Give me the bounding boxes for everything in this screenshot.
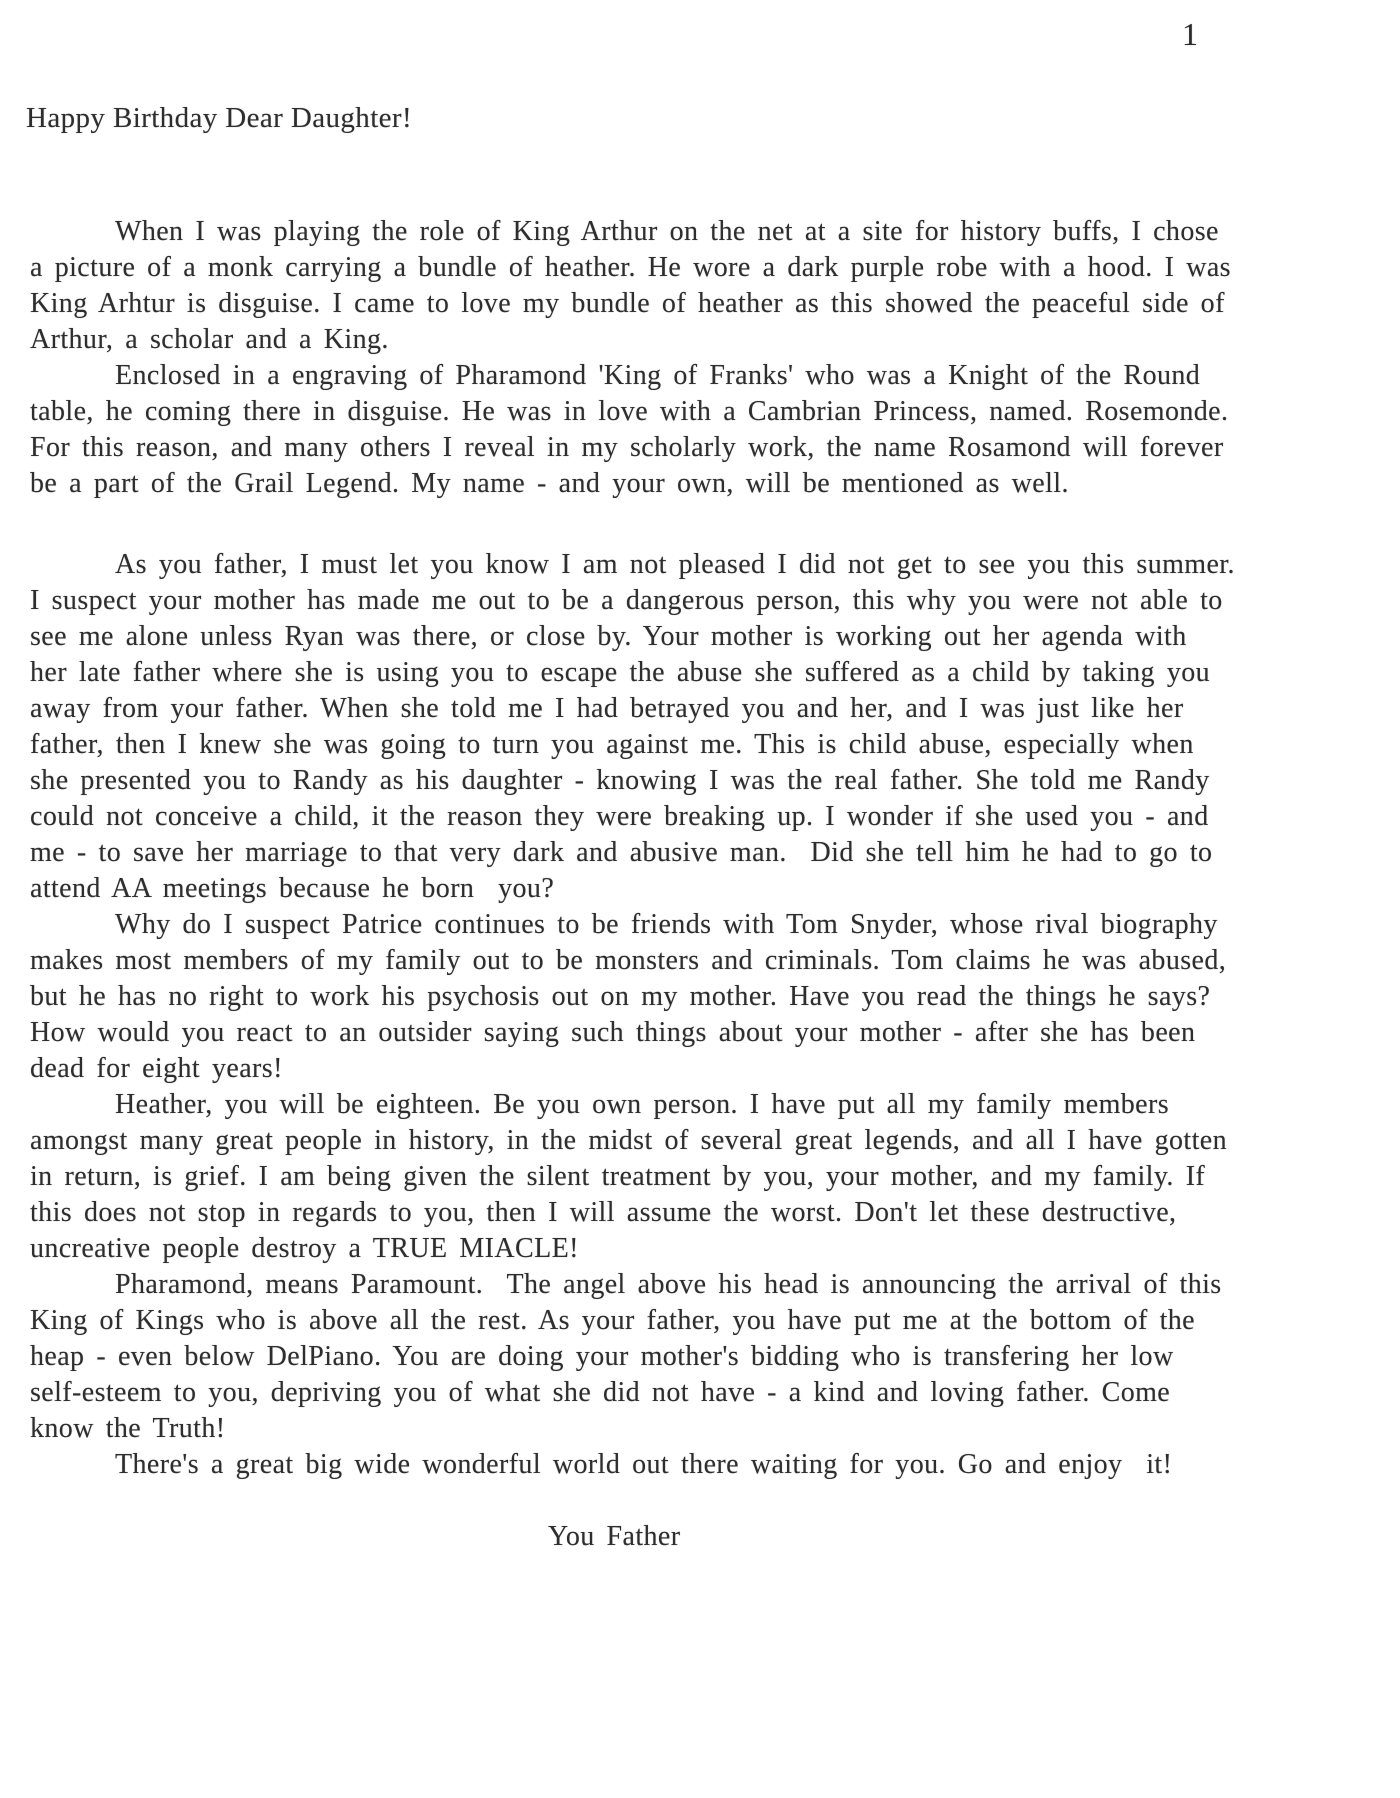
letter-paragraph-4: Why do I suspect Patrice continues to be friends with Tom Snyder, whose rival biography makes most members of my family out to be monsters and criminals. Tom claims he was abused, but he has no right to work his psychosis out on my mother. Have you read the things he says? How would you react to an outsider saying such things about your mother - after she has been dead for eight years! — [30, 909, 1239, 1084]
signature: You Father — [548, 1521, 681, 1552]
page-number: 1 — [1182, 16, 1198, 52]
letter-title: Happy Birthday Dear Daughter! — [26, 102, 413, 134]
letter-body — [30, 214, 1247, 1483]
letter-paragraph-2: Enclosed in a engraving of Pharamond 'King of Franks' who was a Knight of the Round table, he coming there in disguise. He was in love with a Cambrian Princess, named. Rosemonde. For this reason, and many others I reveal in my scholarly work, the name Rosamond will forever be a part of the Grail Legend. My name - and your own, will be mentioned as well. — [30, 360, 1241, 499]
letter-paragraph-6: Pharamond, means Paramount. The angel above his head is announcing the arrival of this King of Kings who is above all the rest. As your father, you have put me at the bottom of the heap - even below DelPiano. You are doing your mother's bidding who is transfering her low self-esteem to you, depriving you of what she did not have - a kind and loving father. Come know the Truth! — [30, 1269, 1234, 1444]
letter-paragraph-3: As you father, I must let you know I am not pleased I did not get to see you this summer. I suspect your mother has made me out to be a dangerous person, this why you were not able to see me alone unless Ryan was there, or close by. Your mother is working out her agenda with her late father where she is using you to escape the abuse she suffered as a child by taking you away from your father. When she told me I had betrayed you and her, and I was just like her father, then I knew she was going to turn you against me. This is child abuse, especially when she presented you to Randy as his daughter - knowing I was the real father. She told me Randy could not conceive a child, it the reason they were breaking up. I wonder if she used you - and me - to save her marriage to that very dark and abusive man. Did she tell him he had to go to attend AA meetings because he born you? — [30, 549, 1247, 904]
letter-paragraph-1: When I was playing the role of King Arthur on the net at a site for history buffs, I chose a picture of a monk carrying a bundle of heather. He wore a dark purple robe with a hood. I was King Arhtur is disguise. I came to love my bundle of heather as this showed the peaceful side of Arthur, a scholar and a King. — [30, 216, 1243, 355]
letter-paragraph-5: Heather, you will be eighteen. Be you own person. I have put all my family members amongst many great people in history, in the midst of several great legends, and all I have gotten in return, is grief. I am being given the silent treatment by you, your mother, and my family. If this does not stop in regards to you, then I will assume the worst. Don't let these destructive, uncreative people destroy a TRUE MIACLE! — [30, 1089, 1239, 1264]
letter-paragraph-7: There's a great big wide wonderful world out there waiting for you. Go and enjoy it! — [115, 1449, 1173, 1480]
